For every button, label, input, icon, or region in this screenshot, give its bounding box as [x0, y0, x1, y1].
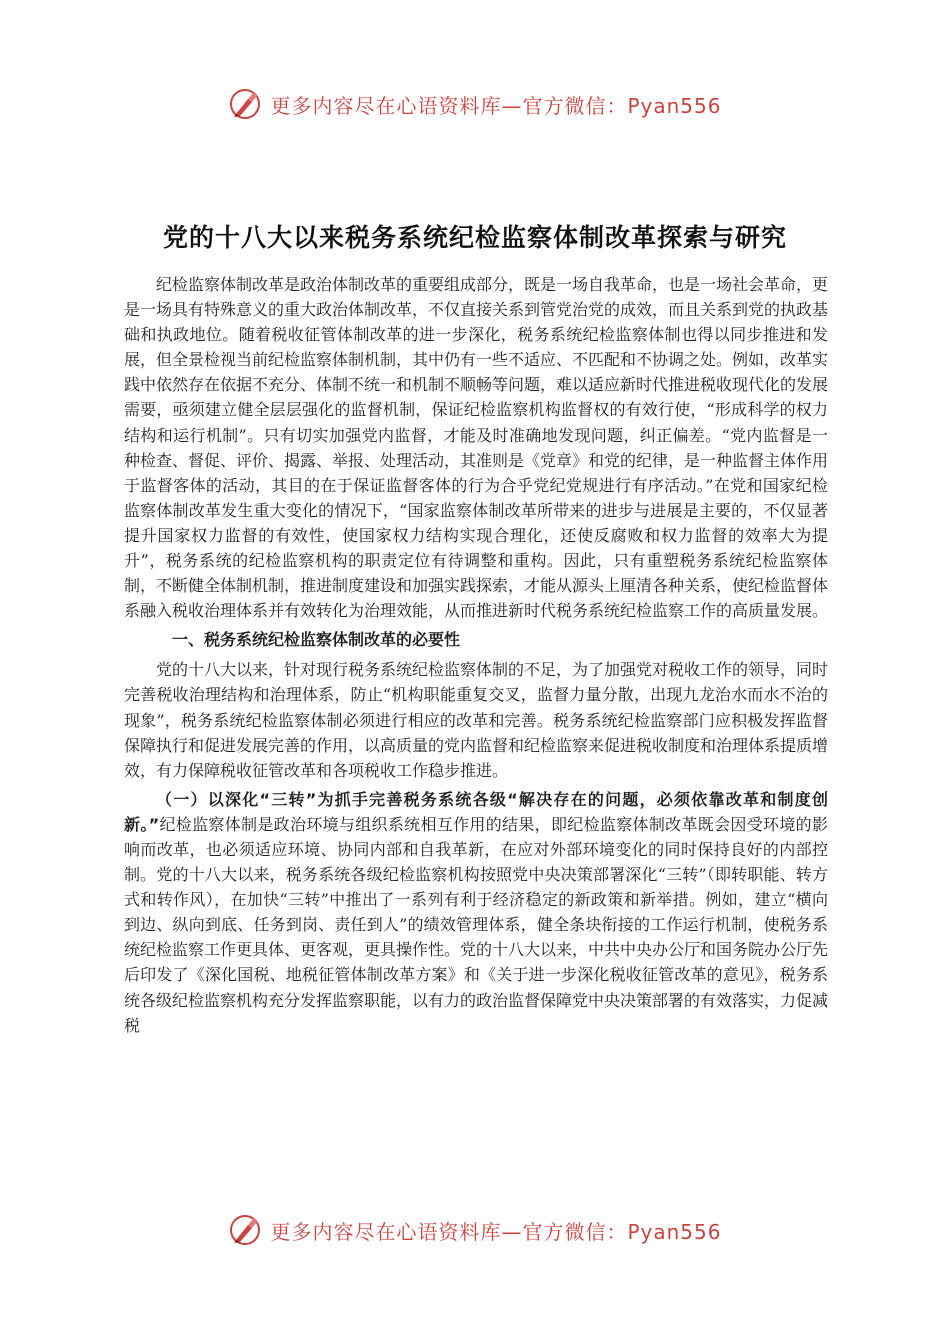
watermark-banner-bottom [0, 1210, 950, 1250]
intro-paragraph: 纪检监察体制改革是政治体制改革的重要组成部分，既是一场自我革命，也是一场社会革命，更是一场具有特殊意义的重大政治体制改革，不仅直接关系到管党治党的成效，而且关系到党的执政基础和执政地位。随着税收征管体制改革的进一步深化，税务系统纪检监察体制也得以同步推进和发展，但全景检视当前纪检监察体制机制，其中仍有一些不适应、不匹配和不协调之处。例如，改革实践中依然存在依据不充分、体制不统一和机制不顺畅等问题，难以适应新时代推进税收现代化的发展需要，亟须建立健全层层强化的监督机制，保证纪检监察机构监督权的有效行使，“形成科学的权力结构和运行机制”。只有切实加强党内监督，才能及时准确地发现问题，纠正偏差。“党内监督是一种检查、督促、评价、揭露、举报、处理活动，其准则是《党章》和党的纪律，是一种监督主体作用于监督客体的活动，其目的在于保证监督客体的行为合乎党纪党规进行有序活动。”在党和国家纪检监察体制改革发生重大变化的情况下，“国家监察体制改革所带来的进步与进展是主要的，不仅显著提升国家权力监督的有效性，使国家权力结构实现合理化，还使反腐败和权力监督的效率大为提升”，税务系统的纪检监察机构的职责定位有待调整和重构。因此，只有重塑税务系统纪检监察体制，不断健全体制机制，推进制度建设和加强实践探索，才能从源头上厘清各种关系，使纪检监督体系融入税收治理体系并有效转化为治理效能，从而推进新时代税务系统纪检监察工作的高质量发展。 [124, 275, 829, 621]
watermark-text: 更多内容尽在心语资料库—官方微信：Pyan556 [270, 93, 722, 118]
watermark-banner-top [0, 84, 950, 124]
subsection-paragraph [124, 787, 828, 1038]
document-title: 党的十八大以来税务系统纪检监察体制改革探索与研究 [162, 223, 787, 252]
document-body [124, 272, 828, 1038]
pen-logo-icon [228, 1213, 262, 1247]
section-heading: 一、税务系统纪检监察体制改革的必要性 [172, 630, 461, 650]
subsection-heading: （一）以深化“三转”为抓手完善税务系统各级“解决存在的问题，必须依靠改革和制度创新。” [124, 789, 828, 834]
subsection-body: 纪检监察体制是政治环境与组织系统相互作用的结果，即纪检监察体制改革既会因受环境的影响而改革，也必须适应环境、协同内部和自我革新，在应对外部环境变化的同时保持良好的内部控制。党的十八大以来，税务系统各级纪检监察机构按照党中央决策部署深化“三转”（即转职能、转方式和转作风），在加快“三转”中推出了一系列有利于经济稳定的新政策和新举措。例如，建立“横向到边、纵向到底、任务到岗、责任到人”的绩效管理体系，健全条块衔接的工作运行机制，使税务系统纪检监察工作更具体、更客观，更具操作性。党的十八大以来，中共中央办公厅和国务院办公厅先后印发了《深化国税、地税征管体制改革方案》和《关于进一步深化税收征管改革的意见》，税务系统各级纪检监察机构充分发挥监察职能，以有力的政治监督保障党中央决策部署的有效落实，力促减税 [124, 814, 829, 1035]
section-paragraph: 党的十八大以来，针对现行税务系统纪检监察体制的不足，为了加强党对税收工作的领导，同时完善税收治理结构和治理体系，防止“机构职能重复交叉，监督力量分散，出现九龙治水而水不治的现象”，税务系统纪检监察体制必须进行相应的改革和完善。税务系统纪检监察部门应积极发挥监督保障执行和促进发展完善的作用，以高质量的党内监督和纪检监察来促进税收制度和治理体系提质增效，有力保障税收征管改革和各项税收工作稳步推进。 [124, 660, 829, 780]
pen-logo-icon [228, 87, 262, 121]
watermark-text: 更多内容尽在心语资料库—官方微信：Pyan556 [270, 1219, 722, 1244]
